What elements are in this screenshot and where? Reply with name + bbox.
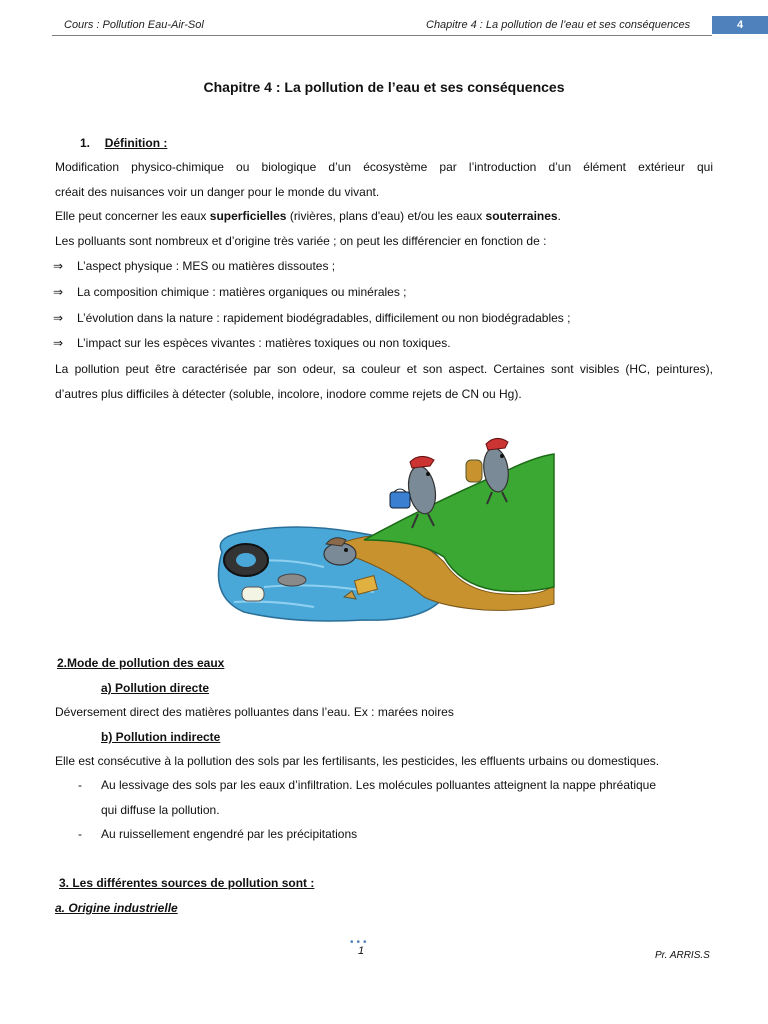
criterion-text: L’évolution dans la nature : rapidement biodégradables, difficilement ou non biodégradables ;	[77, 311, 571, 325]
para2-end: .	[557, 209, 561, 223]
pollution-characterization-line1: La pollution peut être caractérisée par son odeur, sa couleur et son aspect. Certaines sont visibles (HC, peintures),	[55, 362, 713, 376]
indirect-bullet-item	[78, 822, 357, 846]
footer-author: Pr. ARRIS.S	[655, 950, 710, 961]
header-divider	[52, 35, 712, 36]
criterion-text: L’aspect physique : MES ou matières dissoutes ;	[77, 259, 336, 273]
section1-number: 1.	[80, 136, 91, 150]
dash-bullet: -	[78, 827, 82, 841]
arrow-icon: ⇒	[53, 311, 64, 325]
section1-title: Définition :	[104, 136, 168, 150]
footer-page-number: 1	[358, 945, 365, 957]
section3-heading: 3. Les différentes sources de pollution sont :	[59, 876, 315, 890]
para2-souterraines: souterraines	[485, 209, 558, 223]
indirect-bullet-item	[78, 773, 656, 797]
definition-line1: Modification physico-chimique ou biologique d’un écosystème par l’introduction d’un élément extérieur qui	[55, 160, 713, 174]
para2-mid: (rivières, plans d'eau) et/ou les eaux	[286, 209, 486, 223]
criterion-item	[53, 331, 451, 355]
pollution-characterization-line2: d’autres plus difficiles à détecter (soluble, incolore, inodore comme rejets de CN ou Hg).	[55, 387, 522, 401]
chapter-title: Chapitre 4 : La pollution de l’eau et ses conséquences	[203, 79, 565, 95]
header-chapter-title: Chapitre 4 : La pollution de l’eau et ses conséquences	[426, 19, 691, 31]
arrow-icon: ⇒	[53, 285, 64, 299]
pollution-cartoon-illustration	[204, 432, 560, 624]
pollutants-intro: Les polluants sont nombreux et d’origine très variée ; on peut les différencier en fonction de :	[55, 234, 547, 248]
bullet-text: Au lessivage des sols par les eaux d’infiltration. Les molécules polluantes atteignent la nappe phréatique	[101, 778, 657, 792]
direct-pollution-heading: a) Pollution directe	[101, 681, 210, 695]
dash-bullet: -	[78, 778, 82, 792]
indirect-bullet-continuation: qui diffuse la pollution.	[101, 803, 220, 817]
industrial-origin-heading: a. Origine industrielle	[55, 901, 178, 915]
para2-superficielles: superficielles	[209, 209, 287, 223]
waters-concerned-paragraph	[55, 204, 713, 229]
criterion-item	[53, 306, 570, 330]
criterion-item	[53, 280, 407, 304]
definition-line2: créait des nuisances voir un danger pour le monde du vivant.	[55, 185, 380, 199]
bottle-illustration	[242, 587, 264, 601]
footer-dots-icon: •••	[350, 937, 370, 948]
criterion-text: L’impact sur les espèces vivantes : matières toxiques ou non toxiques.	[77, 336, 451, 350]
indirect-pollution-heading: b) Pollution indirecte	[101, 730, 221, 744]
indirect-pollution-text: Elle est consécutive à la pollution des sols par les fertilisants, les pesticides, les effluents urbains ou domestiques.	[55, 754, 660, 768]
header-page-badge: 4	[712, 16, 768, 34]
para2-start: Elle peut concerner les eaux	[55, 209, 210, 223]
header-course-title: Cours : Pollution Eau-Air-Sol	[64, 19, 204, 31]
criterion-text: La composition chimique : matières organiques ou minérales ;	[77, 285, 407, 299]
criterion-item	[53, 254, 335, 278]
arrow-icon: ⇒	[53, 336, 64, 350]
arrow-icon: ⇒	[53, 259, 64, 273]
direct-pollution-text: Déversement direct des matières polluantes dans l’eau. Ex : marées noires	[55, 705, 454, 719]
bullet-text: Au ruissellement engendré par les précipitations	[101, 827, 358, 841]
section2-heading: 2.Mode de pollution des eaux	[57, 656, 225, 670]
section1-heading	[80, 131, 738, 156]
fish-in-water-illustration	[324, 543, 356, 565]
